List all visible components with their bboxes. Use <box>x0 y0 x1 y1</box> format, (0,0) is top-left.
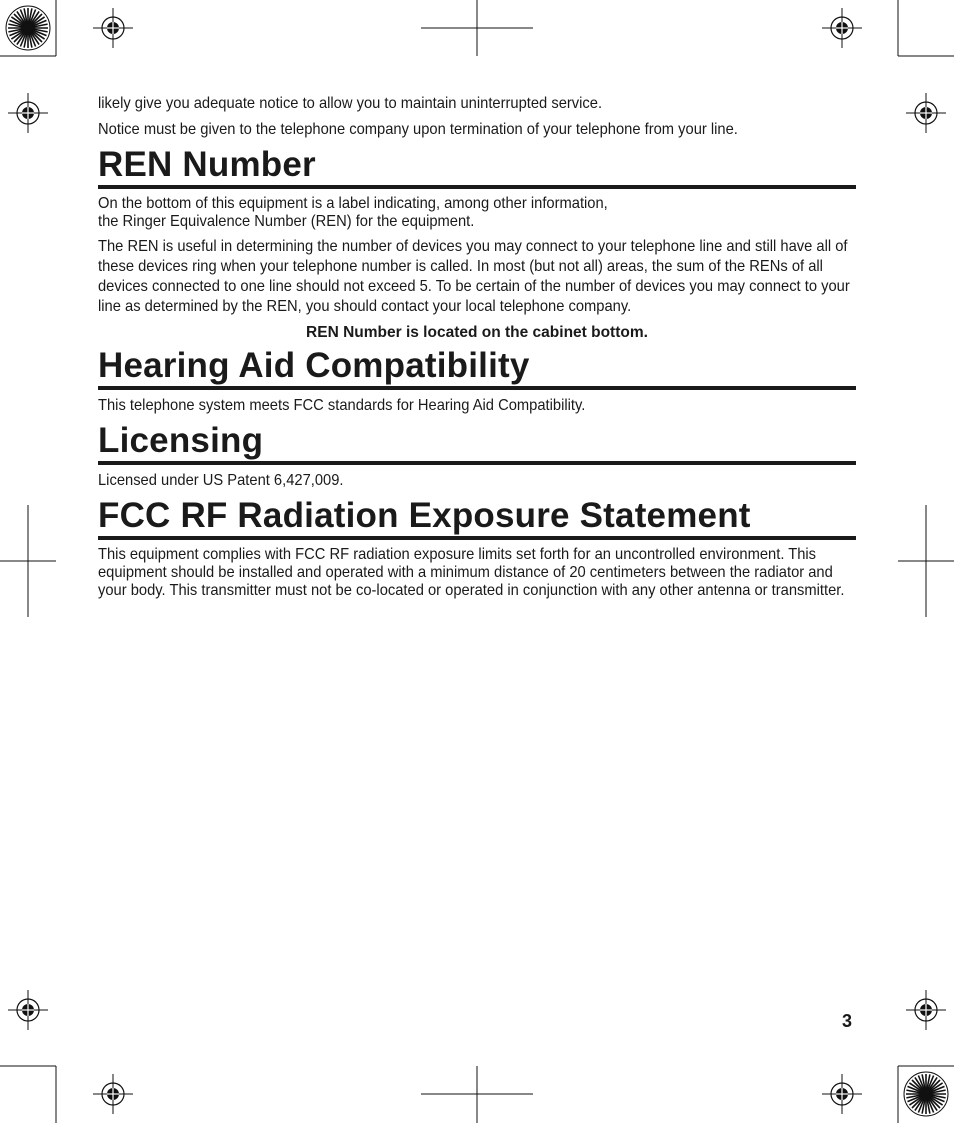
ren-paragraph-1: On the bottom of this equipment is a label indicating, among other information, the Ringer Equivalence Number (REN) for the equipment. <box>98 195 608 230</box>
intro-paragraph-2: Notice must be given to the telephone company upon termination of your telephone from your line. <box>98 121 738 138</box>
document-body <box>98 94 856 606</box>
licensing-heading: Licensing <box>98 422 856 465</box>
ren-location-note: REN Number is located on the cabinet bottom. <box>306 324 648 341</box>
page-number: 3 <box>842 1011 853 1031</box>
intro-paragraph-1: likely give you adequate notice to allow you to maintain uninterrupted service. <box>98 95 603 112</box>
hearing-aid-compatibility-heading: Hearing Aid Compatibility <box>98 347 856 390</box>
ren-number-heading: REN Number <box>98 146 856 189</box>
fcc-paragraph: This equipment complies with FCC RF radiation exposure limits set forth for an uncontrolled environment. This equipment should be installed and operated with a minimum distance of 20 centimeters between the radiator and your body. This transmitter must not be co-located or operated in conjunction with any other antenna or transmitter. <box>98 546 845 599</box>
fcc-rf-radiation-heading: FCC RF Radiation Exposure Statement <box>98 497 856 540</box>
licensing-paragraph: Licensed under US Patent 6,427,009. <box>98 472 344 489</box>
hac-paragraph: This telephone system meets FCC standards for Hearing Aid Compatibility. <box>98 397 586 414</box>
ren-paragraph-2: The REN is useful in determining the number of devices you may connect to your telephone line and still have all of these devices ring when your telephone number is called. In most (but not all) areas, the sum of the RENs of all devices connected to one line should not exceed 5. To be certain of the number of devices you may connect to your line as determined by the REN, you should contact your local telephone company. <box>98 238 850 315</box>
